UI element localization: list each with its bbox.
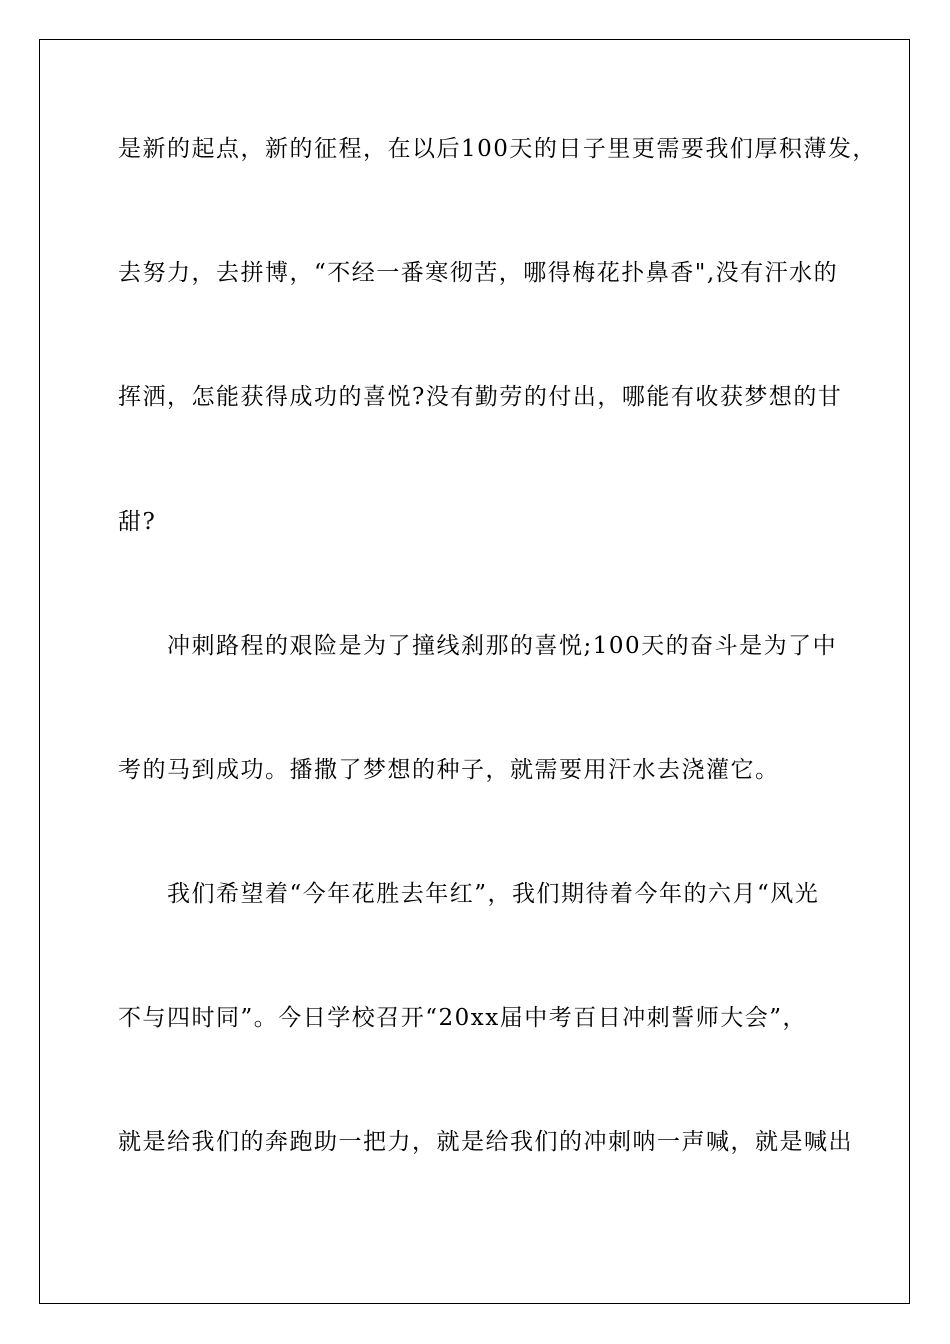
text-line: 不与四时同”。今日学校召开“20xx届中考百日冲刺誓师大会”，	[118, 1005, 807, 1031]
text-line: 挥洒，怎能获得成功的喜悦?没有勤劳的付出，哪能有收获梦想的甘	[118, 384, 843, 410]
text-line: 考的马到成功。播撒了梦想的种子，就需要用汗水去浇灌它。	[118, 757, 780, 783]
text-line: 甜?	[118, 509, 157, 535]
text-line: 就是给我们的奔跑助一把力，就是给我们的冲刺呐一声喊，就是喊出	[118, 1129, 853, 1155]
text-line: 去努力，去拼博，“不经一番寒彻苦，哪得梅花扑鼻香",没有汗水的	[118, 260, 839, 286]
text-line: 是新的起点，新的征程，在以后100天的日子里更需要我们厚积薄发，	[118, 136, 877, 162]
text-line: 我们希望着“今年花胜去年红”，我们期待着今年的六月“风光	[118, 881, 820, 907]
text-line: 冲刺路程的艰险是为了撞线刹那的喜悦;100天的奋斗是为了中	[118, 633, 838, 659]
page-border	[39, 39, 910, 1304]
